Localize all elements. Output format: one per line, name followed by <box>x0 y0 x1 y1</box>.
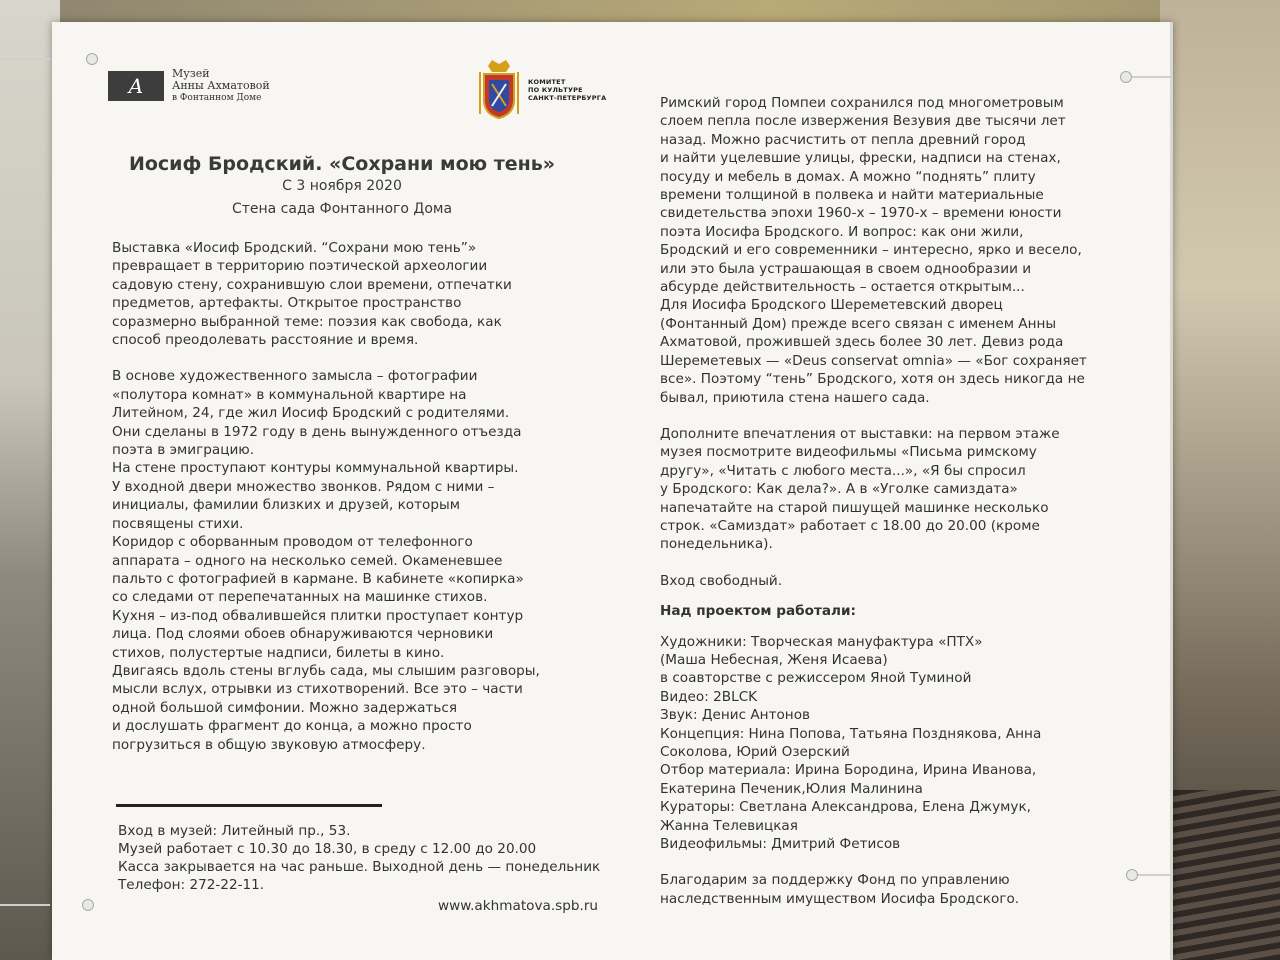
screw <box>82 899 94 911</box>
screw <box>1120 71 1132 83</box>
museum-name-line2: Анны Ахматовой <box>172 79 270 92</box>
paragraph: В основе художественного замысла – фотографии «полутора комнат» в коммунальной квартире на Литейном, 24, где жил Иосиф Бродский с родителями. Они сделаны в 1972 году в день вынужденного отъезда поэта в эмиграцию. На стене проступают контуры коммунальной квартиры. У входной двери множество звонков. Рядом с ними – инициалы, фамилии близких и друзей, которым посвящены стихи. Коридор с оборванным проводом от телефонного аппарата – одного на несколько семей. Окаменевшее пальто с фотографией в кармане. В кабинете «копирка» со следами от перепечатанных на машинке стихов. Кухня – из-под обвалившейся плитки проступает контур лица. Под слоями обоев обнаруживаются черновики стихов, полустертые надписи, билеты в кино. Двигаясь вдоль стены вглубь сада, мы слышим разговоры, мысли вслух, отрывки из стихотворений. Все это – части одной большой симфонии. Можно задержаться и дослушать фрагмент до конца, а можно просто погрузиться в общую звуковую атмосферу. <box>112 368 540 753</box>
saint-petersburg-crest-icon <box>476 58 522 122</box>
committee-line2: ПО КУЛЬТУРЕ <box>528 86 583 94</box>
committee-logo <box>476 58 606 122</box>
website-link[interactable]: www.akhmatova.spb.ru <box>438 898 599 914</box>
museum-name-line1: Музей <box>172 67 210 80</box>
divider <box>116 804 382 807</box>
museum-name-line3: в Фонтанном Доме <box>172 93 262 103</box>
paragraph: Римский город Помпеи сохранился под многометровым слоем пепла после извержения Везувия две тысячи лет назад. Можно расчистить от пепла древний город и найти уцелевшие улицы, фрески, надписи на стенах, посуду и мебель в домах. А можно “поднять” плиту времени толщиной в полвека и найти материальные свидетельства эпохи 1960-х – 1970-х – времени юности поэта Иосифа Бродского. И вопрос: как они жили, Бродский и его современники – интересно, ярко и весело, или это была устрашающая в своем однообразии и абсурде действительность – остается открытым... Для Иосифа Бродского Шереметевский дворец (Фонтанный Дом) прежде всего связан с именем Анны Ахматовой, прожившей здесь более 30 лет. Девиз рода Шереметевых — «Deus conservat omnia» — «Бог сохраняет все». Поэтому “тень” Бродского, хотя он здесь никогда не бывал, приютила стена нашего сада. <box>660 95 1087 406</box>
right-column <box>660 94 1130 908</box>
thanks-note: Благодарим за поддержку Фонд по управлению наследственным имуществом Иосифа Бродского. <box>660 872 1020 907</box>
museum-monogram-icon: A <box>108 71 164 101</box>
exhibition-title-block <box>122 152 562 220</box>
exhibition-info-board <box>52 22 1173 960</box>
credits-list: Художники: Творческая мануфактура «ПТХ» (Маша Небесная, Женя Исаева) в соавторстве с режиссером Яной Туминой Видео: 2BLCK Звук: Денис Антонов Концепция: Нина Попова, Татьяна Позднякова, Анна Соколова, Юрий Озерский Отбор материала: Ирина Бородина, Ирина Иванова, Екатерина Печеник,Юлия Малинина Кураторы: Светлана Александрова, Елена Джумук, Жанна Телевицкая Видеофильмы: Дмитрий Фетисов <box>660 633 1042 853</box>
credits-heading: Над проектом работали: <box>660 603 856 620</box>
museum-logo <box>108 68 270 104</box>
paragraph: Дополните впечатления от выставки: на первом этаже музея посмотрите видеофильмы «Письма римскому другу», «Читать с любого места...», «Я бы спросил у Бродского: Как дела?». А в «Уголке самиздата» напечатайте на старой пишущей машинке несколько строк. «Самиздат» работает с 18.00 до 20.00 (кроме понедельника). <box>660 425 1060 553</box>
museum-name <box>172 68 270 104</box>
screw <box>86 53 98 65</box>
exhibition-title: Иосиф Бродский. «Сохрани мою тень» <box>128 153 556 175</box>
exhibition-place: Стена сада Фонтанного Дома <box>231 201 453 217</box>
paragraph: Вход свободный. <box>660 572 783 589</box>
wire <box>1132 76 1172 78</box>
committee-line1: КОМИТЕТ <box>528 78 566 86</box>
paragraph: Выставка «Иосиф Бродский. “Сохрани мою тень”» превращает в территорию поэтической археологии садовую стену, сохранившую слои времени, отпечатки предметов, артефакты. Открытое пространство соразмерно выбранной теме: поэзия как свобода, как способ преодолевать расстояние и время. <box>112 240 512 349</box>
committee-line3: САНКТ-ПЕТЕРБУРГА <box>528 94 607 102</box>
museum-info: Вход в музей: Литейный пр., 53. Музей работает с 10.30 до 18.30, в среду с 12.00 до 20.00 Касса закрывается на час раньше. Выходной день — понедельник Телефон: 272-22-11. <box>118 823 601 893</box>
left-column <box>112 239 632 754</box>
background-wall-left <box>0 0 60 960</box>
exhibition-date: С 3 ноября 2020 <box>282 178 402 194</box>
committee-name <box>528 78 606 102</box>
background-wall-top <box>0 0 1280 22</box>
wire <box>0 58 50 60</box>
wire <box>0 904 50 906</box>
wire <box>1138 874 1170 876</box>
